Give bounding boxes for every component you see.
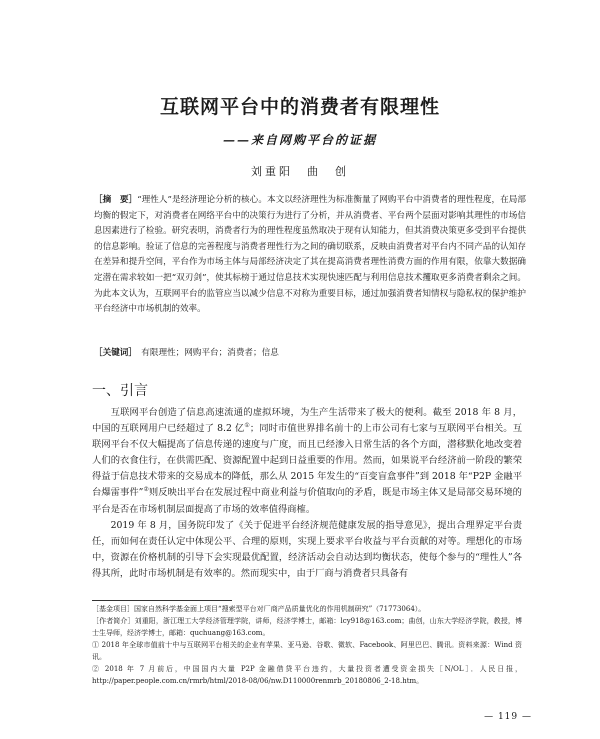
article-subtitle: ——来自网购平台的证据 — [222, 133, 377, 147]
keywords-text: 有限理性；网购平台；消费者；信息 — [141, 348, 279, 358]
paragraph — [92, 405, 522, 518]
section-heading: 一、引言 — [92, 383, 148, 399]
footnote-divider — [92, 600, 232, 601]
page-number: — 119 — — [484, 712, 532, 722]
body-text — [92, 405, 522, 582]
footnotes — [92, 603, 522, 687]
abstract-text: “理性人”是经济理论分析的核心。本文以经济理性为标准衡量了网购平台中消费者的理性程度，在局部均衡的假定下，对消费者在网络平台中的决策行为进行了分析，并从消费者、平台两个层面对影响其理性的市场信息因素进行了检验。研究表明，消费者行为的理性程度虽然取决于现有认知能力，但其消费决策更多受到平台提供的信息影响。验证了信息的完善程度与消费者理性行为之间的确切联系，反映由消费者对平台内不同产品的认知存在差异和提升空间，平台作为市场主体与局部经济决定了其在提高消费者理性消费方面的作用有限，依靠大数据确定潜在需求较如一把“双刃剑”，使其标榜于通过信息技术实现快速匹配与利用信息技术攫取更多消费者剩余之间。为此本文认为，互联网平台的监管应当以减少信息不对称为重要目标，通过加强消费者知情权与隐私权的保护维护平台经济中市场机制的效率。 — [94, 195, 526, 315]
footnote: ［基金项目］国家自然科学基金面上项目“搜索型平台对厂商产品质量优化的作用机制研究”（71773064）。 — [92, 605, 426, 613]
paragraph: 2019 年 8 月，国务院印发了《关于促进平台经济规范健康发展的指导意见》，提出合理界定平台责任，而如何在责任认定中体现公平、合理的原则，实现上要求平台收益与平台贡献的对等。理想化的市场中，资源在价格机制的引导下会实现最优配置，经济活动会自动达到均衡状态，使每个参与的“理性人”各得其所，此时市场机制是有效率的。然而现实中，由于厂商与消费者只具备有 — [92, 519, 522, 579]
abstract-label: ［摘 要］ — [94, 195, 138, 205]
footnote-marker: ② — [143, 486, 149, 494]
paragraph-text: 互联网平台创造了信息高速流通的虚拟环境，为生产生活带来了极大的便利。截至 2018 年 8 月，中国的互联网用户已经超过了 8.2 亿 — [92, 407, 522, 435]
article-title: 互联网平台中的消费者有限理性 — [159, 96, 440, 118]
keywords — [94, 346, 526, 360]
footnote-marker: ① — [244, 422, 250, 429]
author-line: 刘重阳 曲 创 — [251, 165, 349, 178]
abstract — [94, 193, 526, 318]
paragraph-text: 则反映出平台在发展过程中商业利益与价值取向的矛盾，既是市场主体又是局部交易环境的平台是否在市场机制层面提高了市场的效率值得商榷。 — [92, 487, 522, 515]
footnote: ② 2018 年 7 月前后，中国国内大量 P2P 金融借贷平台违约，大量投资者遭受资金损失［N/OL］．人民日报，http://paper.people.com.cn/rmrb/html/2018-08/06/nw.D110000renmrb_20180806_2-18.htm。 — [92, 665, 522, 685]
keywords-label: ［关键词］ — [94, 348, 133, 358]
footnote: ① 2018 年全球市值前十中与互联网平台相关的企业有苹果、亚马逊、谷歌、微软、Facebook、阿里巴巴、腾讯。资料来源：Wind 资讯。 — [92, 641, 522, 661]
footnote: ［作者简介］刘重阳，浙江理工大学经济管理学院，讲师，经济学博士，邮箱：lcy918@163.com；曲创，山东大学经济学院，教授，博士生导师，经济学博士，邮箱：quchuang@163.com。 — [92, 617, 522, 637]
paragraph-text: ；同时市值世界排名前十的上市公司有七家与互联网平台相关。互联网平台不仅大幅提高了信息传递的速度与广度，而且已经渗入日常生活的各个方面，潜移默化地改变着人们的衣食住行，在供需匹配、资源配置中起到日益重要的作用。然而，如果说平台经济前一阶段的繁荣得益于信息技术带来的交易成本的降低，那么从 2015 年发生的“百变盲盒事件”到 2018 年“P2P 金融平台爆雷事件” — [92, 423, 522, 499]
